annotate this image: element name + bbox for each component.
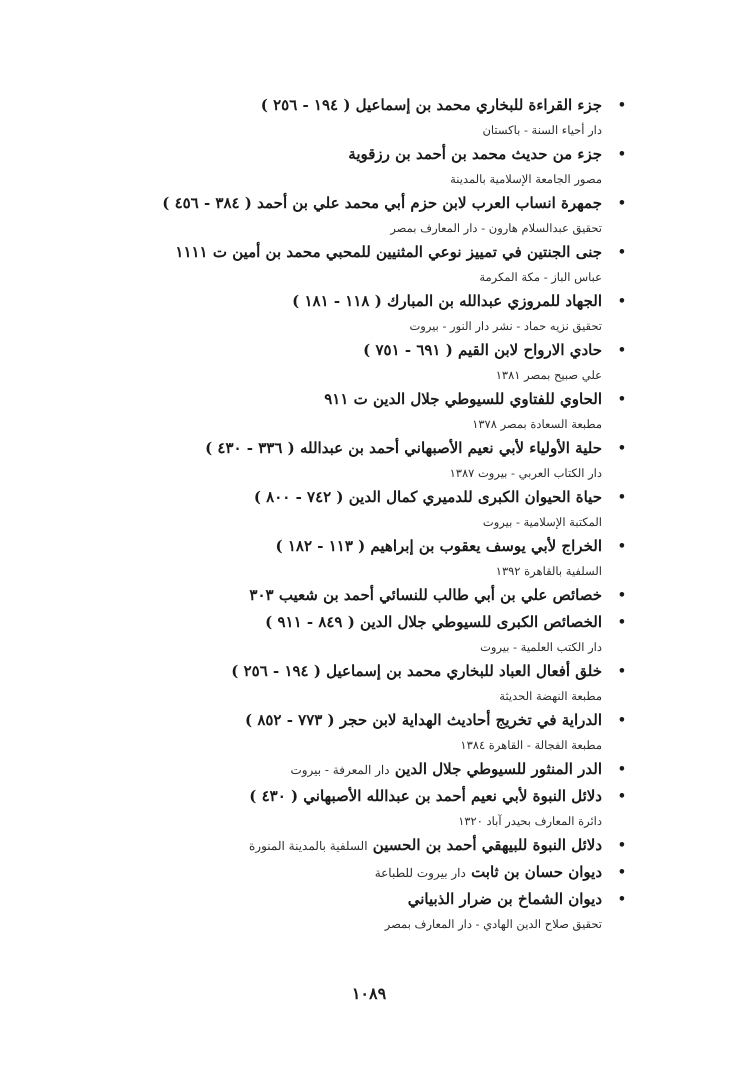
entry-title: حياة الحيوان الكبرى للدميري كمال الدين ( ٧٤٢ - ٨٠٠ ) [253, 488, 602, 506]
entry-title-line [150, 533, 628, 560]
entry-publisher: مطبعة السعادة بمصر ١٣٧٨ [472, 417, 602, 431]
entry-title: ديوان حسان بن ثابت [471, 863, 602, 881]
entry-title: الخراج لأبي يوسف يعقوب بن إبراهيم ( ١١٣ - ١٨٢ ) [275, 537, 602, 555]
bullet-icon: • [617, 392, 626, 407]
bibliography-entry [150, 435, 628, 484]
entry-title: حادي الارواح لابن القيم ( ٦٩١ - ٧٥١ ) [363, 341, 602, 359]
page-number: ١٠٨٩ [351, 984, 387, 1003]
bibliography-entry [150, 386, 628, 435]
entry-publisher: مطبعة النهضة الحديثة [499, 689, 602, 703]
bullet-icon: • [617, 490, 626, 505]
entry-publisher: تحقيق عبدالسلام هارون - دار المعارف بمصر [390, 221, 602, 235]
bibliography-entry [150, 582, 628, 609]
entry-title-line [150, 92, 628, 119]
bullet-icon: • [617, 539, 626, 554]
entry-inline-publisher: السلفية بالمدينة المنورة [249, 839, 368, 853]
entry-publisher: عباس الباز - مكة المكرمة [479, 270, 602, 284]
entry-title-line [150, 386, 628, 413]
entry-publisher: دائرة المعارف بحيدر آباد ١٣٢٠ [458, 814, 602, 828]
entry-title: دلائل النبوة لأبي نعيم أحمد بن عبدالله الأصبهاني ( ٤٣٠ ) [249, 787, 602, 805]
entry-title-line [150, 288, 628, 315]
entry-title: دلائل النبوة للبيهقي أحمد بن الحسين [372, 836, 602, 854]
bullet-icon: • [617, 615, 626, 630]
entry-title: الخصائص الكبرى للسيوطي جلال الدين ( ٨٤٩ - ٩١١ ) [265, 613, 602, 631]
entry-inline-publisher: دار المعرفة - بيروت [290, 763, 390, 777]
entry-title-line [150, 435, 628, 462]
bibliography-entry [150, 533, 628, 582]
bibliography-entry [150, 141, 628, 190]
entry-title-line [150, 609, 628, 636]
entry-publisher: السلفية بالقاهرة ١٣٩٢ [495, 564, 602, 578]
bibliography-entry [150, 92, 628, 141]
entry-title-line [150, 239, 628, 266]
bibliography-entry [150, 190, 628, 239]
entry-title-line [150, 190, 628, 217]
bullet-icon: • [617, 789, 626, 804]
entry-title-line [150, 886, 628, 913]
entry-inline-publisher: دار بيروت للطباعة [374, 866, 466, 880]
entry-publisher: تحقيق نزيه حماد - نشر دار النور - بيروت [409, 319, 602, 333]
entry-title: حلية الأولياء لأبي نعيم الأصبهاني أحمد بن عبدالله ( ٣٣٦ - ٤٣٠ ) [205, 439, 602, 457]
bibliography-entry [150, 337, 628, 386]
bibliography-entry [150, 609, 628, 658]
bullet-icon: • [617, 762, 626, 777]
bullet-icon: • [617, 294, 626, 309]
bibliography-entry [150, 783, 628, 832]
bullet-icon: • [617, 196, 626, 211]
bibliography-entry [150, 756, 628, 783]
bullet-icon: • [617, 865, 626, 880]
entry-title-line [150, 832, 628, 859]
bullet-icon: • [617, 147, 626, 162]
bibliography-entry [150, 239, 628, 288]
entry-title: جزء من حديث محمد بن أحمد بن رزقوية [348, 145, 602, 163]
entry-title: جمهرة انساب العرب لابن حزم أبي محمد علي بن أحمد ( ٣٨٤ - ٤٥٦ ) [162, 194, 602, 212]
bullet-icon: • [617, 98, 626, 113]
entry-publisher: دار الكتب العلمية - بيروت [480, 640, 602, 654]
entry-publisher: علي صبيح بمصر ١٣٨١ [495, 368, 602, 382]
bullet-icon: • [617, 838, 626, 853]
entry-title-line [150, 141, 628, 168]
entry-title-line [150, 484, 628, 511]
entry-title-line [150, 783, 628, 810]
bullet-icon: • [617, 664, 626, 679]
entry-publisher: دار أحياء السنة - باكستان [482, 123, 602, 137]
entry-title: الدراية في تخريج أحاديث الهداية لابن حجر ( ٧٧٣ - ٨٥٢ ) [244, 711, 602, 729]
bibliography-entry [150, 707, 628, 756]
entry-title: الجهاد للمروزي عبدالله بن المبارك ( ١١٨ - ١٨١ ) [292, 292, 602, 310]
bibliography-entry [150, 658, 628, 707]
bibliography-entry [150, 859, 628, 886]
bullet-icon: • [617, 892, 626, 907]
bibliography-entry [150, 484, 628, 533]
bibliography-list [150, 92, 628, 935]
bullet-icon: • [617, 343, 626, 358]
entry-title-line [150, 756, 628, 783]
entry-title-line [150, 859, 628, 886]
entry-publisher: دار الكتاب العربي - بيروت ١٣٨٧ [449, 466, 602, 480]
entry-title-line [150, 707, 628, 734]
bullet-icon: • [617, 441, 626, 456]
entry-title: خلق أفعال العباد للبخاري محمد بن إسماعيل ( ١٩٤ - ٢٥٦ ) [231, 662, 602, 680]
entry-title: الدر المنثور للسيوطي جلال الدين [394, 760, 602, 778]
bullet-icon: • [617, 713, 626, 728]
bibliography-entry [150, 886, 628, 935]
entry-title: ديوان الشماخ بن ضرار الذبياني [407, 890, 602, 908]
bibliography-entry [150, 288, 628, 337]
entry-publisher: مصور الجامعة الإسلامية بالمدينة [450, 172, 602, 186]
entry-publisher: مطبعة الفجالة - القاهرة ١٣٨٤ [460, 738, 602, 752]
bullet-icon: • [617, 245, 626, 260]
entry-publisher: تحقيق صلاح الدين الهادي - دار المعارف بمصر [384, 917, 602, 931]
entry-title-line [150, 658, 628, 685]
entry-title-line [150, 337, 628, 364]
bibliography-entry [150, 832, 628, 859]
entry-title: جزء القراءة للبخاري محمد بن إسماعيل ( ١٩٤ - ٢٥٦ ) [260, 96, 602, 114]
bullet-icon: • [617, 588, 626, 603]
entry-title: جنى الجنتين في تمييز نوعي المثنيين للمحبي محمد بن أمين ت ١١١١ [175, 243, 602, 261]
entry-title: الحاوي للفتاوي للسيوطي جلال الدين ت ٩١١ [324, 390, 602, 408]
entry-title: خصائص علي بن أبي طالب للنسائي أحمد بن شعيب ٣٠٣ [249, 586, 602, 604]
entry-title-line [150, 582, 628, 609]
entry-publisher: المكتبة الإسلامية - بيروت [482, 515, 602, 529]
